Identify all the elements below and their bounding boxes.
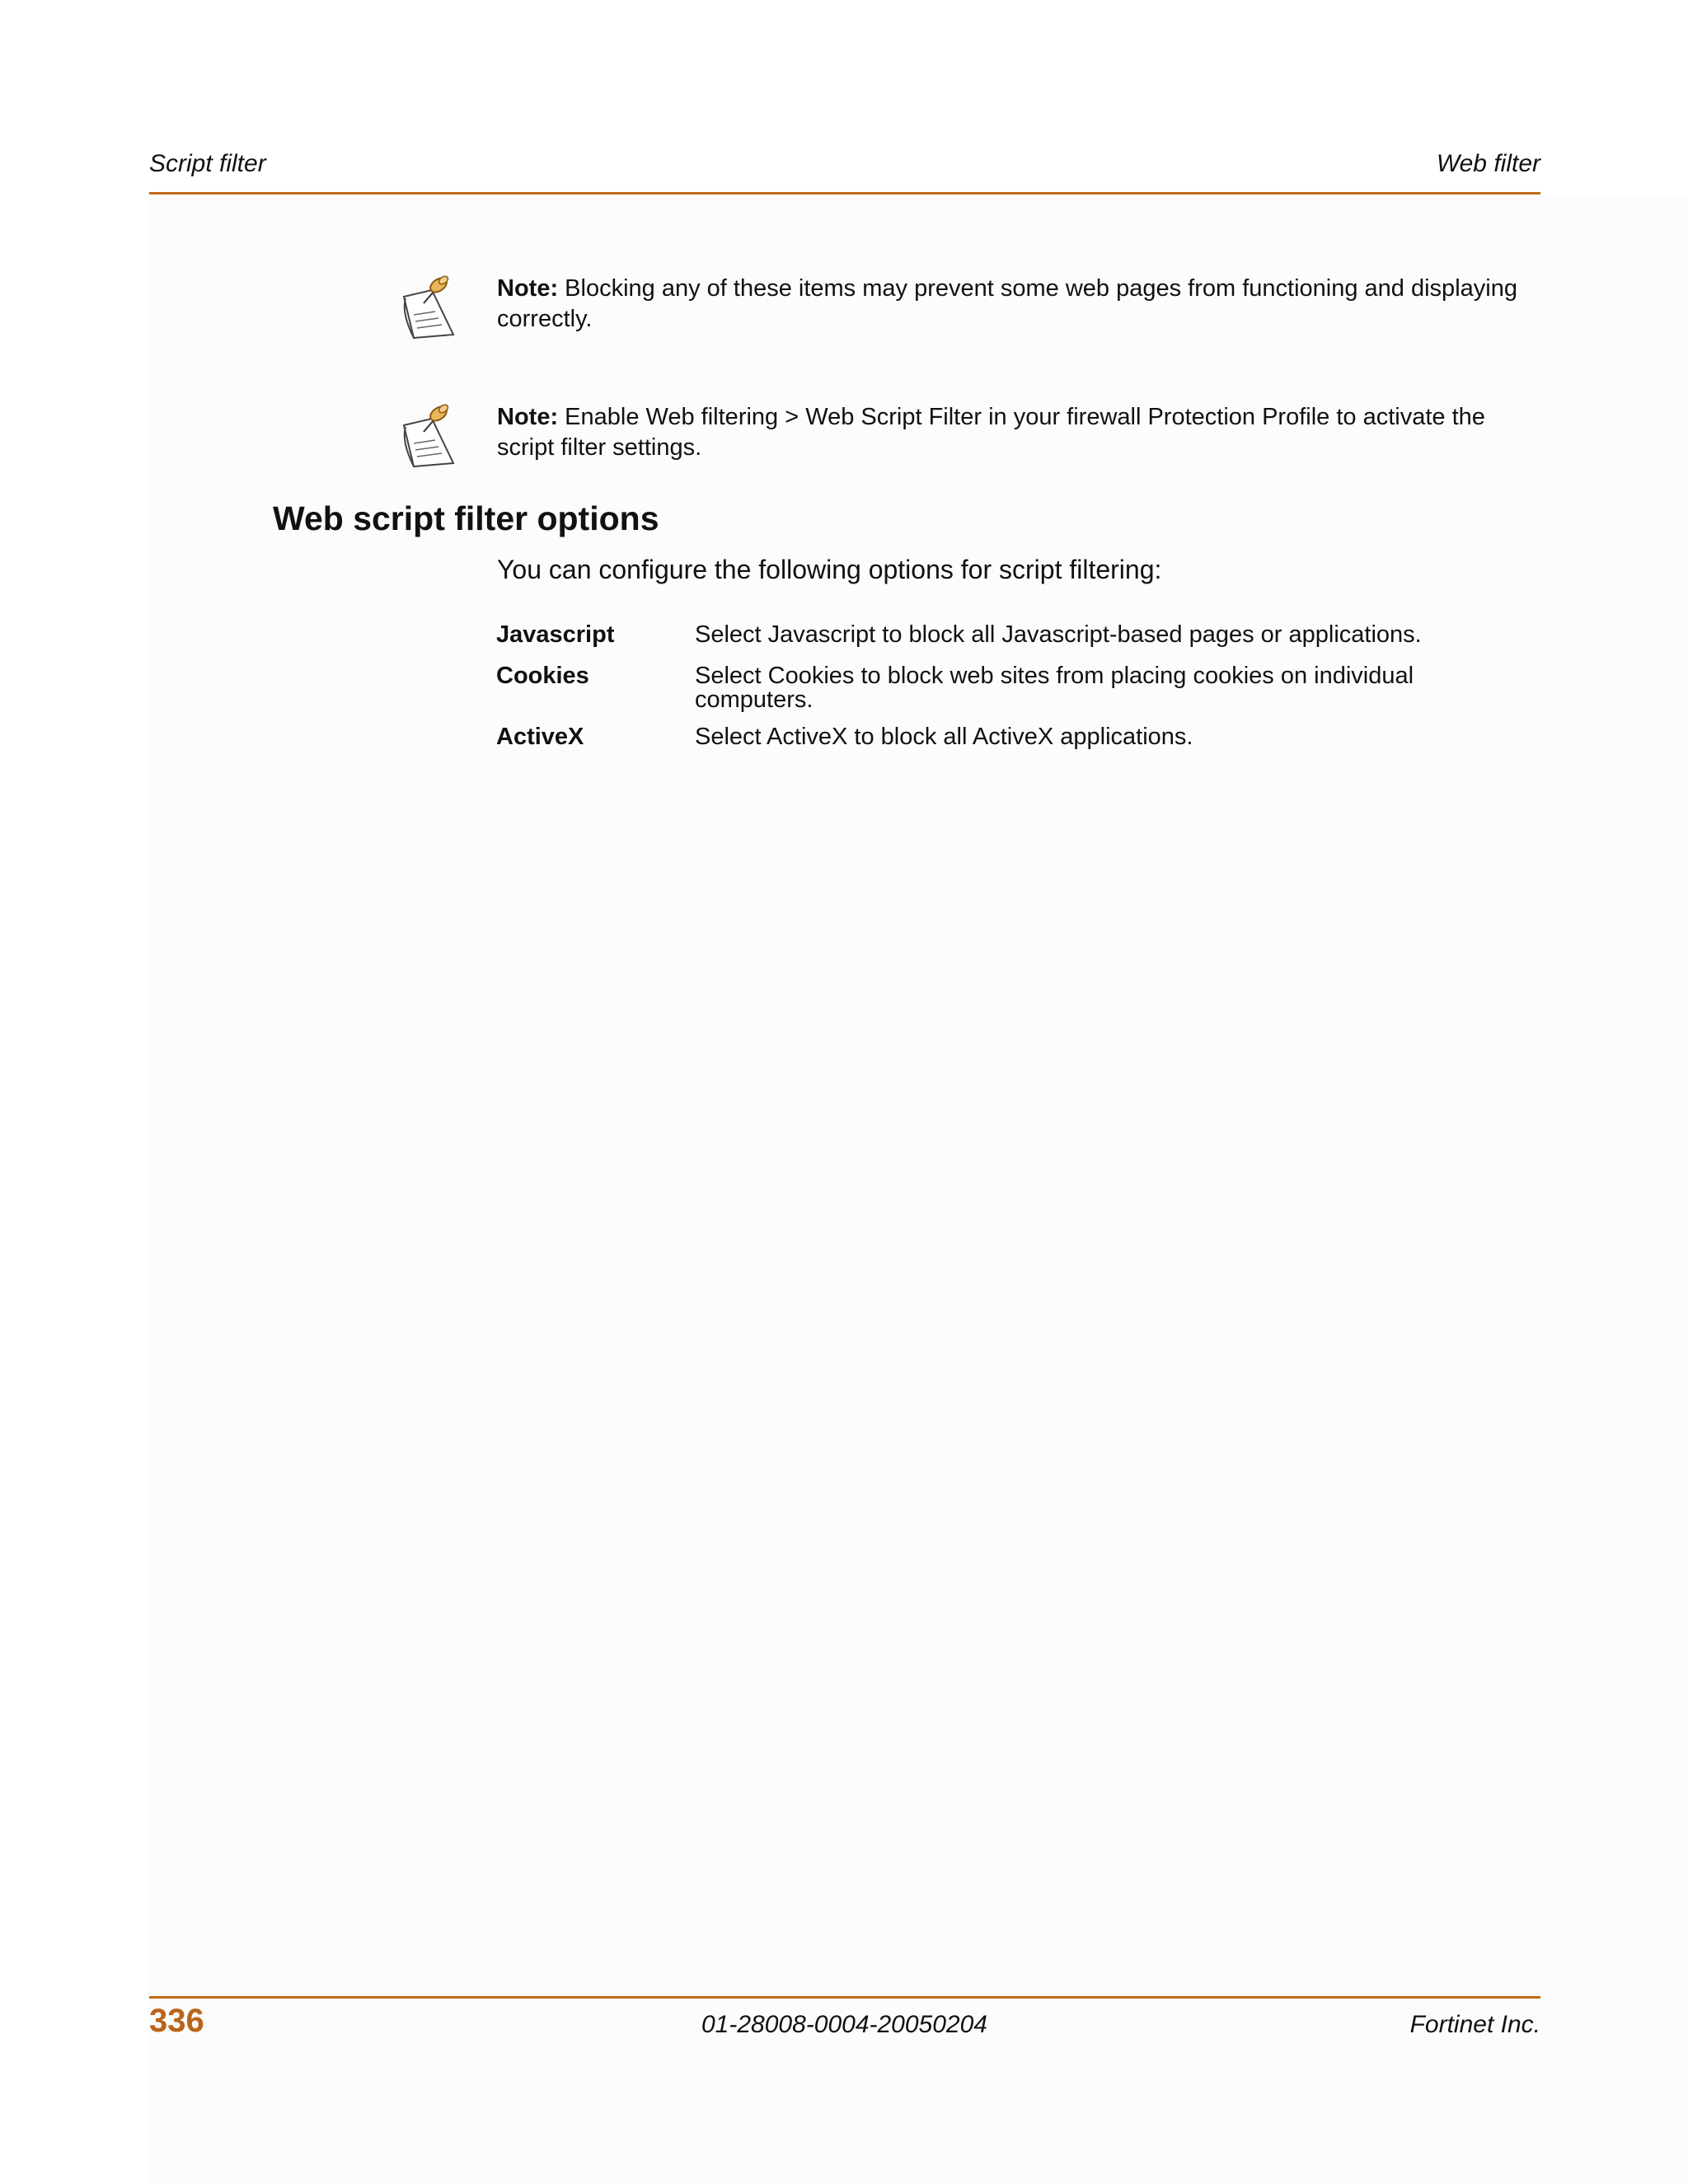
header-chapter-title: Web filter [1436,150,1540,177]
option-row-javascript [496,621,1535,651]
company-name: Fortinet Inc. [1409,2011,1540,2038]
note-label: Note: [497,404,559,430]
option-term: Cookies [496,663,589,689]
page-number: 336 [149,2003,204,2039]
footer-rule [149,1996,1540,1999]
option-term: ActiveX [496,724,584,750]
option-description: Select Javascript to block all Javascript-based pages or applications. [695,621,1422,648]
running-header [149,150,1540,183]
note-label: Note: [497,275,559,302]
option-row-activex [496,724,1535,753]
pushpin-note-icon [396,401,463,471]
page-background [147,195,1688,2184]
header-rule [149,192,1540,194]
note-text: Blocking any of these items may prevent some web pages from functioning and displaying correctly. [497,275,1517,332]
option-description: Select ActiveX to block all ActiveX applications. [695,724,1193,750]
options-table [496,621,1535,765]
pushpin-note-icon [396,272,463,343]
document-id: 01-28008-0004-20050204 [701,2011,987,2038]
note-block [396,269,1550,351]
option-row-cookies [496,663,1535,712]
section-intro: You can configure the following options for script filtering: [497,555,1162,584]
header-chapter-section: Script filter [149,150,266,177]
option-description: Select Cookies to block web sites from placing cookies on individual computers. [695,663,1414,713]
page-footer [149,2003,1540,2044]
section-heading: Web script filter options [273,499,659,537]
note-text: Enable Web filtering > Web Script Filter in your firewall Protection Profile to activate the script filter settings. [497,404,1485,461]
option-term: Javascript [496,621,615,648]
note-block [396,397,1550,480]
